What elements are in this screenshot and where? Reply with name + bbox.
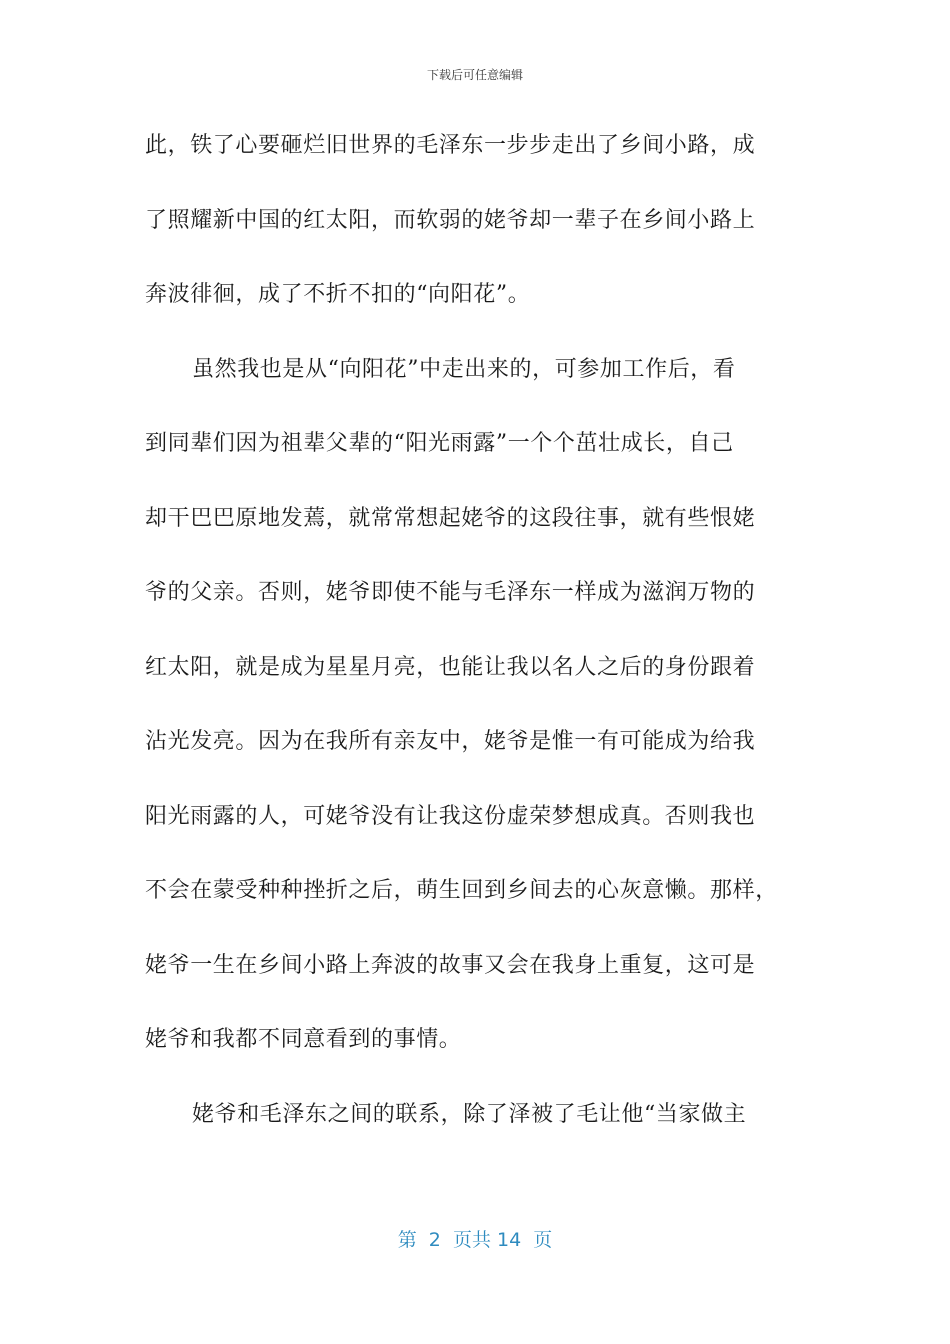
text-line: 奔波徘徊，成了不折不扣的“向阳花”。 bbox=[145, 282, 531, 307]
text-line: 姥爷和我都不同意看到的事情。 bbox=[145, 1027, 462, 1052]
page-number: 第 2 页共 14 页 bbox=[397, 1229, 553, 1251]
header-note: 下载后可任意编辑 bbox=[426, 68, 523, 82]
text-line: 却干巴巴原地发蔫，就常常想起姥爷的这段往事，就有些恨姥 bbox=[145, 505, 756, 531]
text-line: 了照耀新中国的红太阳，而软弱的姥爷却一辈子在乡间小路上 bbox=[145, 207, 756, 233]
text-line: 红太阳，就是成为星星月亮，也能让我以名人之后的身份跟着 bbox=[145, 654, 756, 680]
paragraph-start-line: 姥爷和毛泽东之间的联系，除了泽被了毛让他“当家做主 bbox=[192, 1101, 747, 1127]
text-line: 不会在蒙受种种挫折之后，萌生回到乡间去的心灰意懒。那样， bbox=[145, 878, 778, 903]
text-line: 爷的父亲。否则，姥爷即使不能与毛泽东一样成为滋润万物的 bbox=[145, 580, 756, 605]
body-text bbox=[145, 122, 795, 1165]
text-line: 阳光雨露的人，可姥爷没有让我这份虚荣梦想成真。否则我也 bbox=[145, 803, 756, 829]
text-line: 到同辈们因为祖辈父辈的“阳光雨露”一个个茁壮成长，自己 bbox=[145, 431, 734, 456]
text-line: 姥爷一生在乡间小路上奔波的故事又会在我身上重复，这可是 bbox=[145, 952, 756, 978]
text-line: 此，铁了心要砸烂旧世界的毛泽东一步步走出了乡间小路，成 bbox=[145, 133, 756, 158]
text-line: 沾光发亮。因为在我所有亲友中，姥爷是惟一有可能成为给我 bbox=[145, 729, 756, 754]
paragraph-start-line: 虽然我也是从“向阳花”中走出来的，可参加工作后，看 bbox=[192, 356, 736, 382]
